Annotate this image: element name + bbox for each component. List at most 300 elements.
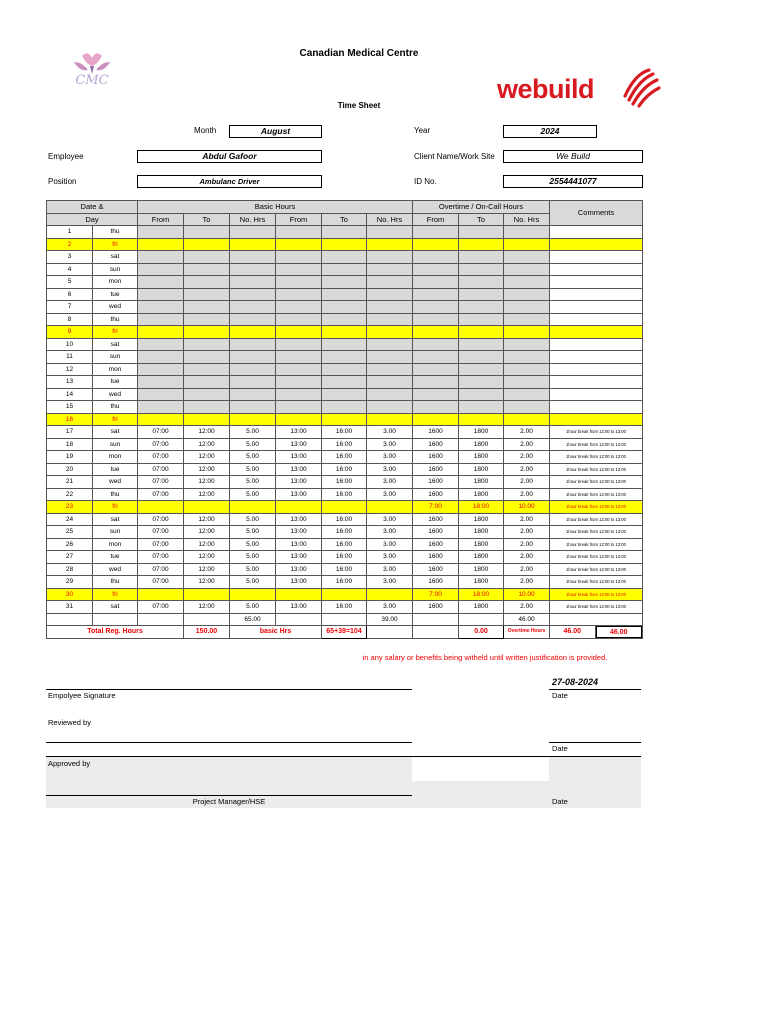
comment-cell[interactable] — [550, 413, 643, 426]
basic-hrs2-cell[interactable] — [367, 276, 413, 289]
ot-from-cell[interactable] — [413, 351, 459, 364]
day-cell[interactable]: tue — [93, 463, 138, 476]
comment-cell[interactable] — [550, 238, 643, 251]
day-cell[interactable]: wed — [93, 301, 138, 314]
ot-to-cell[interactable] — [459, 413, 504, 426]
ot-from-cell[interactable]: 1600 — [413, 601, 459, 614]
basic-from2-cell[interactable] — [276, 226, 322, 239]
comment-cell[interactable] — [550, 338, 643, 351]
ot-hrs-cell[interactable]: 2.00 — [504, 438, 550, 451]
ot-from-cell[interactable] — [413, 263, 459, 276]
ot-to-cell[interactable] — [459, 288, 504, 301]
basic-to2-cell[interactable] — [322, 251, 367, 264]
ot-hrs-cell[interactable] — [504, 301, 550, 314]
basic-from-cell[interactable]: 07:00 — [138, 576, 184, 589]
comment-cell[interactable] — [550, 388, 643, 401]
basic-to-cell[interactable]: 12:00 — [184, 513, 230, 526]
basic-from-cell[interactable] — [138, 413, 184, 426]
date-cell[interactable]: 25 — [47, 526, 93, 539]
basic-from2-cell[interactable]: 13:00 — [276, 488, 322, 501]
ot-hrs-cell[interactable]: 2.00 — [504, 563, 550, 576]
basic-to2-cell[interactable]: 16:00 — [322, 576, 367, 589]
day-cell[interactable]: fri — [93, 238, 138, 251]
comment-cell[interactable] — [550, 301, 643, 314]
basic-to2-cell[interactable]: 16:00 — [322, 513, 367, 526]
day-cell[interactable]: sun — [93, 438, 138, 451]
ot-hrs-cell[interactable]: 2.00 — [504, 488, 550, 501]
basic-from2-cell[interactable]: 13:00 — [276, 438, 322, 451]
basic-to-cell[interactable] — [184, 313, 230, 326]
basic-hrs2-cell[interactable]: 3.00 — [367, 426, 413, 439]
ot-from-cell[interactable] — [413, 401, 459, 414]
id-field[interactable]: 2554441077 — [503, 175, 643, 188]
ot-to-cell[interactable] — [459, 326, 504, 339]
basic-from2-cell[interactable] — [276, 263, 322, 276]
day-cell[interactable]: sat — [93, 251, 138, 264]
basic-from-cell[interactable] — [138, 363, 184, 376]
basic-to-cell[interactable]: 12:00 — [184, 438, 230, 451]
basic-hrs2-cell[interactable]: 3.00 — [367, 463, 413, 476]
basic-to2-cell[interactable] — [322, 363, 367, 376]
basic-from2-cell[interactable]: 13:00 — [276, 563, 322, 576]
date-cell[interactable]: 3 — [47, 251, 93, 264]
date-cell[interactable]: 31 — [47, 601, 93, 614]
client-field[interactable]: We Build — [503, 150, 643, 163]
basic-from2-cell[interactable]: 13:00 — [276, 426, 322, 439]
ot-hrs-cell[interactable] — [504, 338, 550, 351]
day-cell[interactable]: sun — [93, 263, 138, 276]
basic-from2-cell[interactable] — [276, 401, 322, 414]
ot-hrs-cell[interactable] — [504, 276, 550, 289]
date-cell[interactable]: 2 — [47, 238, 93, 251]
comment-cell[interactable]: 1hour break from 12:00 to 13:00 — [550, 463, 643, 476]
ot-hrs-cell[interactable] — [504, 388, 550, 401]
basic-hrs2-cell[interactable] — [367, 588, 413, 601]
basic-from-cell[interactable]: 07:00 — [138, 476, 184, 489]
ot-hrs-cell[interactable] — [504, 313, 550, 326]
basic-hrs-cell[interactable] — [230, 388, 276, 401]
basic-hrs2-cell[interactable]: 3.00 — [367, 476, 413, 489]
ot-hrs-cell[interactable]: 2.00 — [504, 576, 550, 589]
basic-from-cell[interactable] — [138, 501, 184, 514]
day-cell[interactable]: mon — [93, 451, 138, 464]
ot-hrs-cell[interactable]: 10.00 — [504, 501, 550, 514]
comment-cell[interactable]: 1hour break from 12:00 to 13:00 — [550, 488, 643, 501]
comment-cell[interactable] — [550, 251, 643, 264]
comment-cell[interactable]: 1hour break from 12:00 to 13:00 — [550, 588, 643, 601]
basic-to-cell[interactable] — [184, 363, 230, 376]
day-cell[interactable]: mon — [93, 538, 138, 551]
ot-hrs-cell[interactable]: 2.00 — [504, 601, 550, 614]
day-cell[interactable]: sat — [93, 338, 138, 351]
basic-from-cell[interactable] — [138, 251, 184, 264]
basic-to-cell[interactable] — [184, 413, 230, 426]
basic-hrs2-cell[interactable] — [367, 501, 413, 514]
basic-to2-cell[interactable]: 16:00 — [322, 463, 367, 476]
ot-from-cell[interactable]: 1600 — [413, 538, 459, 551]
day-cell[interactable]: mon — [93, 363, 138, 376]
ot-hrs-cell[interactable]: 2.00 — [504, 513, 550, 526]
ot-from-cell[interactable]: 1600 — [413, 476, 459, 489]
basic-hrs-cell[interactable]: 5.00 — [230, 426, 276, 439]
date-cell[interactable]: 9 — [47, 326, 93, 339]
basic-hrs-cell[interactable]: 5.00 — [230, 438, 276, 451]
ot-to-cell[interactable] — [459, 351, 504, 364]
comment-cell[interactable] — [550, 363, 643, 376]
ot-from-cell[interactable] — [413, 251, 459, 264]
ot-from-cell[interactable] — [413, 363, 459, 376]
basic-hrs2-cell[interactable] — [367, 301, 413, 314]
basic-from-cell[interactable] — [138, 401, 184, 414]
date-cell[interactable]: 23 — [47, 501, 93, 514]
day-cell[interactable]: fri — [93, 326, 138, 339]
ot-hrs-cell[interactable]: 2.00 — [504, 551, 550, 564]
basic-to-cell[interactable] — [184, 376, 230, 389]
basic-hrs-cell[interactable] — [230, 588, 276, 601]
basic-hrs2-cell[interactable]: 3.00 — [367, 451, 413, 464]
comment-cell[interactable]: 1hour break from 12:00 to 13:00 — [550, 526, 643, 539]
ot-hrs-cell[interactable] — [504, 363, 550, 376]
basic-to2-cell[interactable] — [322, 351, 367, 364]
ot-hrs-cell[interactable]: 2.00 — [504, 426, 550, 439]
basic-hrs2-cell[interactable]: 3.00 — [367, 601, 413, 614]
basic-hrs-cell[interactable] — [230, 501, 276, 514]
day-cell[interactable]: wed — [93, 476, 138, 489]
basic-to2-cell[interactable] — [322, 326, 367, 339]
basic-to-cell[interactable]: 12:00 — [184, 426, 230, 439]
day-cell[interactable]: thu — [93, 488, 138, 501]
ot-hrs-cell[interactable] — [504, 326, 550, 339]
basic-to-cell[interactable]: 12:00 — [184, 538, 230, 551]
ot-from-cell[interactable] — [413, 376, 459, 389]
ot-from-cell[interactable] — [413, 276, 459, 289]
basic-to2-cell[interactable] — [322, 401, 367, 414]
basic-from-cell[interactable]: 07:00 — [138, 438, 184, 451]
basic-from2-cell[interactable] — [276, 288, 322, 301]
basic-from2-cell[interactable]: 13:00 — [276, 463, 322, 476]
basic-from2-cell[interactable]: 13:00 — [276, 551, 322, 564]
ot-from-cell[interactable]: 1600 — [413, 451, 459, 464]
basic-to2-cell[interactable]: 16:00 — [322, 601, 367, 614]
date-cell[interactable]: 21 — [47, 476, 93, 489]
basic-from2-cell[interactable] — [276, 251, 322, 264]
date-cell[interactable]: 27 — [47, 551, 93, 564]
ot-to-cell[interactable] — [459, 276, 504, 289]
basic-to-cell[interactable] — [184, 276, 230, 289]
basic-to2-cell[interactable]: 16:00 — [322, 488, 367, 501]
basic-hrs2-cell[interactable]: 3.00 — [367, 526, 413, 539]
ot-to-cell[interactable] — [459, 301, 504, 314]
basic-from-cell[interactable]: 07:00 — [138, 563, 184, 576]
basic-to-cell[interactable] — [184, 351, 230, 364]
day-cell[interactable]: wed — [93, 563, 138, 576]
basic-hrs-cell[interactable] — [230, 301, 276, 314]
ot-to-cell[interactable]: 1800 — [459, 438, 504, 451]
comment-cell[interactable]: 1hour break from 12:00 to 13:00 — [550, 426, 643, 439]
basic-to-cell[interactable] — [184, 251, 230, 264]
basic-hrs-cell[interactable] — [230, 263, 276, 276]
basic-from2-cell[interactable] — [276, 501, 322, 514]
basic-to-cell[interactable] — [184, 326, 230, 339]
ot-to-cell[interactable]: 1800 — [459, 551, 504, 564]
ot-to-cell[interactable] — [459, 338, 504, 351]
ot-hrs-cell[interactable] — [504, 251, 550, 264]
basic-from2-cell[interactable] — [276, 338, 322, 351]
ot-to-cell[interactable]: 1800 — [459, 538, 504, 551]
day-cell[interactable]: sun — [93, 351, 138, 364]
basic-from-cell[interactable]: 07:00 — [138, 551, 184, 564]
basic-from2-cell[interactable]: 13:00 — [276, 513, 322, 526]
basic-from2-cell[interactable] — [276, 326, 322, 339]
basic-from-cell[interactable]: 07:00 — [138, 513, 184, 526]
basic-to-cell[interactable] — [184, 238, 230, 251]
basic-hrs-cell[interactable]: 5.00 — [230, 551, 276, 564]
day-cell[interactable]: thu — [93, 313, 138, 326]
ot-to-cell[interactable]: 1800 — [459, 426, 504, 439]
basic-from-cell[interactable] — [138, 326, 184, 339]
basic-to-cell[interactable] — [184, 388, 230, 401]
comment-cell[interactable]: 1hour break from 12:00 to 13:00 — [550, 476, 643, 489]
year-field[interactable]: 2024 — [503, 125, 597, 138]
basic-hrs-cell[interactable] — [230, 251, 276, 264]
basic-hrs-cell[interactable] — [230, 363, 276, 376]
ot-to-cell[interactable] — [459, 226, 504, 239]
comment-cell[interactable] — [550, 288, 643, 301]
ot-from-cell[interactable]: 7:00 — [413, 588, 459, 601]
basic-hrs2-cell[interactable]: 3.00 — [367, 488, 413, 501]
ot-from-cell[interactable]: 1600 — [413, 526, 459, 539]
ot-to-cell[interactable] — [459, 401, 504, 414]
basic-from-cell[interactable] — [138, 388, 184, 401]
basic-hrs-cell[interactable]: 5.00 — [230, 463, 276, 476]
date-cell[interactable]: 13 — [47, 376, 93, 389]
ot-to-cell[interactable]: 1800 — [459, 488, 504, 501]
ot-from-cell[interactable]: 1600 — [413, 551, 459, 564]
date-cell[interactable]: 28 — [47, 563, 93, 576]
basic-from2-cell[interactable] — [276, 313, 322, 326]
ot-hrs-cell[interactable]: 2.00 — [504, 476, 550, 489]
comment-cell[interactable] — [550, 276, 643, 289]
basic-hrs2-cell[interactable] — [367, 401, 413, 414]
basic-to-cell[interactable] — [184, 401, 230, 414]
basic-from2-cell[interactable]: 13:00 — [276, 538, 322, 551]
ot-from-cell[interactable]: 1600 — [413, 438, 459, 451]
ot-to-cell[interactable]: 1800 — [459, 476, 504, 489]
basic-hrs-cell[interactable]: 5.00 — [230, 563, 276, 576]
basic-from2-cell[interactable]: 13:00 — [276, 451, 322, 464]
ot-to-cell[interactable] — [459, 251, 504, 264]
basic-from-cell[interactable]: 07:00 — [138, 463, 184, 476]
ot-from-cell[interactable] — [413, 413, 459, 426]
basic-to-cell[interactable]: 12:00 — [184, 551, 230, 564]
basic-hrs2-cell[interactable]: 3.00 — [367, 563, 413, 576]
comment-cell[interactable] — [550, 313, 643, 326]
date-cell[interactable]: 10 — [47, 338, 93, 351]
ot-hrs-cell[interactable] — [504, 288, 550, 301]
basic-hrs2-cell[interactable] — [367, 351, 413, 364]
basic-to-cell[interactable] — [184, 338, 230, 351]
basic-to2-cell[interactable] — [322, 238, 367, 251]
day-cell[interactable]: sat — [93, 426, 138, 439]
day-cell[interactable]: sat — [93, 601, 138, 614]
basic-from2-cell[interactable] — [276, 351, 322, 364]
basic-from-cell[interactable]: 07:00 — [138, 426, 184, 439]
comment-cell[interactable]: 1hour break from 12:00 to 13:00 — [550, 601, 643, 614]
basic-from-cell[interactable] — [138, 226, 184, 239]
comment-cell[interactable]: 1hour break from 12:00 to 13:00 — [550, 563, 643, 576]
basic-to2-cell[interactable]: 16:00 — [322, 563, 367, 576]
ot-hrs-cell[interactable] — [504, 226, 550, 239]
day-cell[interactable]: sat — [93, 513, 138, 526]
ot-hrs-cell[interactable] — [504, 413, 550, 426]
ot-to-cell[interactable]: 1800 — [459, 563, 504, 576]
comment-cell[interactable]: 1hour break from 12:00 to 13:00 — [550, 538, 643, 551]
basic-hrs-cell[interactable]: 5.00 — [230, 488, 276, 501]
ot-to-cell[interactable]: 1800 — [459, 601, 504, 614]
basic-to2-cell[interactable] — [322, 226, 367, 239]
basic-to2-cell[interactable]: 16:00 — [322, 476, 367, 489]
basic-from-cell[interactable] — [138, 313, 184, 326]
day-cell[interactable]: tue — [93, 551, 138, 564]
ot-to-cell[interactable] — [459, 363, 504, 376]
comment-cell[interactable]: 1hour break from 12:00 to 13:00 — [550, 451, 643, 464]
ot-to-cell[interactable]: 1800 — [459, 526, 504, 539]
ot-hrs-cell[interactable]: 2.00 — [504, 526, 550, 539]
basic-to2-cell[interactable] — [322, 388, 367, 401]
basic-hrs-cell[interactable] — [230, 413, 276, 426]
date-cell[interactable]: 11 — [47, 351, 93, 364]
basic-hrs2-cell[interactable] — [367, 388, 413, 401]
day-cell[interactable]: fri — [93, 501, 138, 514]
basic-from-cell[interactable] — [138, 288, 184, 301]
basic-hrs2-cell[interactable]: 3.00 — [367, 538, 413, 551]
basic-to2-cell[interactable] — [322, 376, 367, 389]
basic-hrs-cell[interactable] — [230, 338, 276, 351]
ot-from-cell[interactable] — [413, 288, 459, 301]
basic-from-cell[interactable] — [138, 301, 184, 314]
basic-hrs-cell[interactable] — [230, 238, 276, 251]
date-cell[interactable]: 22 — [47, 488, 93, 501]
basic-hrs2-cell[interactable] — [367, 288, 413, 301]
date-cell[interactable]: 12 — [47, 363, 93, 376]
date-cell[interactable]: 7 — [47, 301, 93, 314]
basic-to2-cell[interactable] — [322, 276, 367, 289]
ot-from-cell[interactable]: 1600 — [413, 513, 459, 526]
basic-to2-cell[interactable] — [322, 501, 367, 514]
basic-hrs-cell[interactable]: 5.00 — [230, 538, 276, 551]
ot-hrs-cell[interactable]: 2.00 — [504, 451, 550, 464]
basic-hrs2-cell[interactable] — [367, 338, 413, 351]
basic-hrs2-cell[interactable]: 3.00 — [367, 576, 413, 589]
basic-hrs-cell[interactable] — [230, 351, 276, 364]
basic-to2-cell[interactable] — [322, 338, 367, 351]
comment-cell[interactable] — [550, 351, 643, 364]
basic-hrs-cell[interactable]: 5.00 — [230, 576, 276, 589]
ot-from-cell[interactable] — [413, 388, 459, 401]
date-cell[interactable]: 16 — [47, 413, 93, 426]
date-cell[interactable]: 6 — [47, 288, 93, 301]
ot-from-cell[interactable]: 7:00 — [413, 501, 459, 514]
basic-from2-cell[interactable] — [276, 413, 322, 426]
basic-to-cell[interactable] — [184, 288, 230, 301]
ot-to-cell[interactable]: 18:00 — [459, 501, 504, 514]
basic-from-cell[interactable]: 07:00 — [138, 526, 184, 539]
basic-from2-cell[interactable] — [276, 588, 322, 601]
basic-hrs2-cell[interactable]: 3.00 — [367, 551, 413, 564]
basic-from-cell[interactable] — [138, 351, 184, 364]
basic-to-cell[interactable] — [184, 501, 230, 514]
basic-to2-cell[interactable]: 16:00 — [322, 526, 367, 539]
day-cell[interactable]: fri — [93, 413, 138, 426]
day-cell[interactable]: fri — [93, 588, 138, 601]
basic-hrs-cell[interactable]: 5.00 — [230, 601, 276, 614]
ot-from-cell[interactable]: 1600 — [413, 488, 459, 501]
ot-hrs-cell[interactable] — [504, 376, 550, 389]
ot-to-cell[interactable]: 1800 — [459, 576, 504, 589]
basic-to2-cell[interactable] — [322, 288, 367, 301]
basic-hrs2-cell[interactable] — [367, 413, 413, 426]
date-cell[interactable]: 18 — [47, 438, 93, 451]
date-cell[interactable]: 5 — [47, 276, 93, 289]
comment-cell[interactable] — [550, 326, 643, 339]
comment-cell[interactable]: 1hour break from 12:00 to 13:00 — [550, 501, 643, 514]
date-cell[interactable]: 24 — [47, 513, 93, 526]
date-cell[interactable]: 1 — [47, 226, 93, 239]
basic-hrs2-cell[interactable] — [367, 238, 413, 251]
ot-from-cell[interactable]: 1600 — [413, 463, 459, 476]
basic-to-cell[interactable]: 12:00 — [184, 476, 230, 489]
day-cell[interactable]: thu — [93, 401, 138, 414]
basic-to2-cell[interactable] — [322, 588, 367, 601]
basic-from2-cell[interactable]: 13:00 — [276, 576, 322, 589]
basic-hrs-cell[interactable]: 5.00 — [230, 526, 276, 539]
basic-hrs2-cell[interactable] — [367, 263, 413, 276]
basic-hrs2-cell[interactable]: 3.00 — [367, 438, 413, 451]
date-cell[interactable]: 17 — [47, 426, 93, 439]
month-field[interactable]: August — [229, 125, 322, 138]
basic-to2-cell[interactable]: 16:00 — [322, 538, 367, 551]
basic-from-cell[interactable]: 07:00 — [138, 601, 184, 614]
ot-from-cell[interactable] — [413, 338, 459, 351]
basic-hrs-cell[interactable] — [230, 376, 276, 389]
ot-from-cell[interactable] — [413, 326, 459, 339]
basic-hrs2-cell[interactable] — [367, 226, 413, 239]
basic-from2-cell[interactable] — [276, 276, 322, 289]
basic-from2-cell[interactable] — [276, 238, 322, 251]
day-cell[interactable]: sun — [93, 526, 138, 539]
ot-hrs-cell[interactable] — [504, 401, 550, 414]
day-cell[interactable]: tue — [93, 376, 138, 389]
ot-to-cell[interactable]: 1800 — [459, 463, 504, 476]
basic-from2-cell[interactable] — [276, 376, 322, 389]
date-cell[interactable]: 19 — [47, 451, 93, 464]
ot-hrs-cell[interactable] — [504, 263, 550, 276]
date-cell[interactable]: 29 — [47, 576, 93, 589]
approval-area[interactable] — [46, 756, 641, 796]
basic-to-cell[interactable]: 12:00 — [184, 563, 230, 576]
basic-to-cell[interactable]: 12:00 — [184, 576, 230, 589]
ot-to-cell[interactable] — [459, 313, 504, 326]
basic-from-cell[interactable]: 07:00 — [138, 488, 184, 501]
basic-from2-cell[interactable] — [276, 363, 322, 376]
basic-to2-cell[interactable]: 16:00 — [322, 551, 367, 564]
basic-to2-cell[interactable]: 16:00 — [322, 451, 367, 464]
basic-hrs-cell[interactable] — [230, 313, 276, 326]
ot-hrs-cell[interactable]: 10.00 — [504, 588, 550, 601]
basic-from2-cell[interactable] — [276, 388, 322, 401]
basic-to-cell[interactable]: 12:00 — [184, 526, 230, 539]
comment-cell[interactable] — [550, 401, 643, 414]
